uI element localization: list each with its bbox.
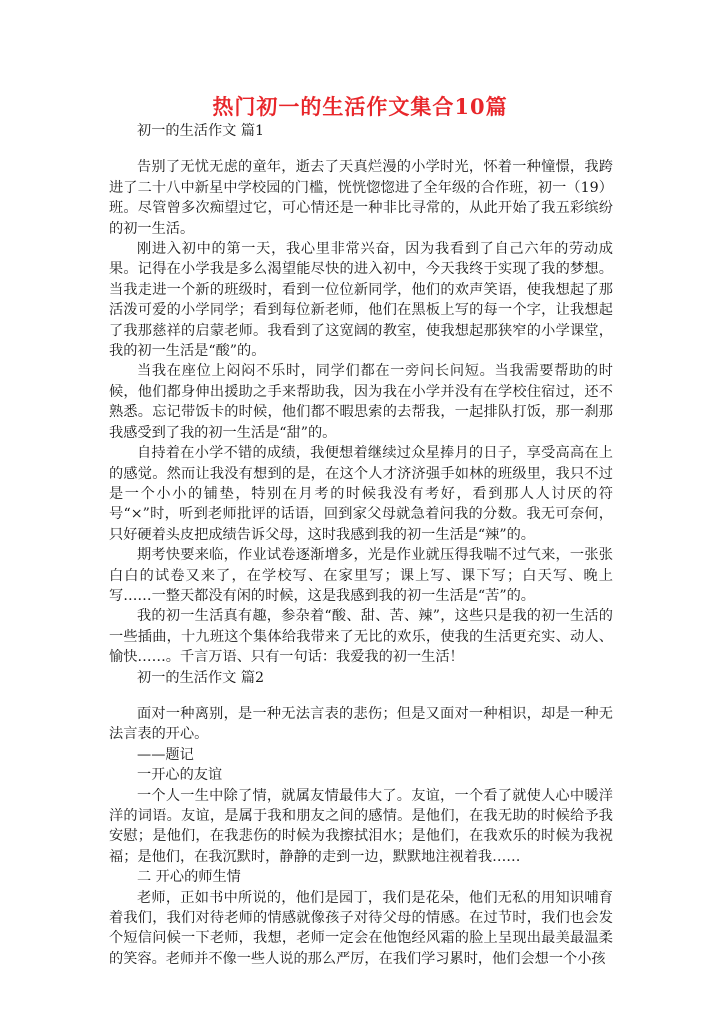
subsection-2-title: 二 开心的师生情 [137,869,241,886]
section-2-epigraph: ——题记 [137,746,194,763]
document-title: 热门初一的生活作文集合10篇 [212,94,508,119]
section-1-paragraph: 当我在座位上闷闷不乐时，同学们都在一旁问长问短。当我需要帮助的时候，他们都身伸出援助之手来帮助我，因为我在小学并没有在学校住宿过，还不熟悉。忘记带饭卡的时候，他们都不暇思索的去帮我，一起排队打饭，那一刹那我感受到了我的初一生活是“甜”的。 [109,363,613,441]
subsection-2-text: 老师，正如书中所说的，他们是园丁，我们是花朵，他们无私的用知识哺育着我们，我们对待老师的情感就像孩子对待父母的情感。在过节时，我们也会发个短信问候一下老师，我想，老师一定会在他饱经风霜的脸上呈现出最美最温柔的笑容。老师并不像一些人说的那么严厉，在我们学习累时，他们会想一个小孩 [109,889,613,967]
section-2-heading: 初一的生活作文 篇2 [137,669,265,686]
section-1-paragraph: 自持着在小学不错的成绩，我便想着继续过众星捧月的日子，享受高高在上的感觉。然而让我没有想到的是，在这个人才济济强手如林的班级里，我只不过是一个小小的铺垫，特别在月考的时候我没有考好，看到那人人讨厌的符号“×”时，听到老师批评的话语，回到家父母就急着问我的分数。我无可奈何，只好硬着头皮把成绩告诉父母，这时我感到我的初一生活是“辣”的。 [109,445,613,543]
document-body [109,121,613,969]
subsection-1-title: 一开心的友谊 [137,767,223,784]
section-1-paragraph: 期考快要来临，作业试卷逐渐增多，光是作业就压得我喘不过气来，一张张白白的试卷又来了，在学校写、在家里写；课上写、课下写；白天写、晚上写……一整天都没有闲的时候，这是我感到我的初一生活是“苦”的。 [109,547,613,604]
section-2-intro: 面对一种离别，是一种无法言表的悲伤；但是又面对一种相识，却是一种无法言表的开心。 [109,705,613,743]
section-1-paragraph: 告别了无忧无虑的童年，逝去了天真烂漫的小学时光，怀着一种憧憬，我跨进了二十八中新星中学校园的门槛，恍恍惚惚进了全年级的合作班，初一（19）班。尽管曾多次痴望过它，可心情还是一种非比寻常的，从此开始了我五彩缤纷的初一生活。 [109,159,613,237]
section-1-heading: 初一的生活作文 篇1 [137,123,265,139]
section-1-paragraph: 我的初一生活真有趣，参杂着“酸、甜、苦、辣”，这些只是我的初一生活的一些插曲，十九班这个集体给我带来了无比的欢乐，使我的生活更充实、动人、愉快……。千言万语、只有一句话：我爱我的初一生活！ [109,608,613,666]
section-1-paragraph: 刚进入初中的第一天，我心里非常兴奋，因为我看到了自己六年的劳动成果。记得在小学我是多么渴望能尽快的进入初中，今天我终于实现了我的梦想。当我走进一个新的班级时，看到一位位新同学，他们的欢声笑语，使我想起了那活泼可爱的小学同学；看到每位新老师，他们在黑板上写的每一个字，让我想起了我那慈祥的启蒙老师。我看到了这宽阔的教室，使我想起那狭窄的小学课堂，我的初一生活是“酸”的。 [109,241,613,360]
subsection-1-text: 一个人一生中除了情，就属友情最伟大了。友谊，一个看了就使人心中暖洋洋的词语。友谊，是属于我和朋友之间的感情。是他们，在我无助的时候给予我安慰；是他们，在我悲伤的时候为我擦拭泪水；是他们，在我欢乐的时候为我祝福；是他们，在我沉默时，静静的走到一边，默默地注视着我…… [109,787,613,865]
